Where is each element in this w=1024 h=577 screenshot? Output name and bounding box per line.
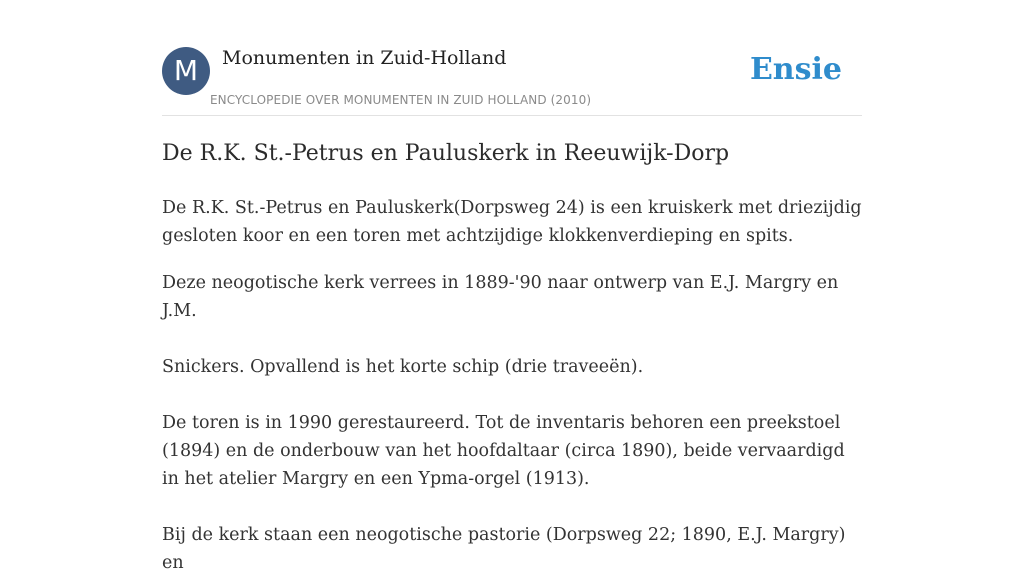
article-line: Bij de kerk staan een neogotische pastorie (Dorpsweg 22; 1890, E.J. Margry) en <box>162 525 846 573</box>
article <box>162 138 862 577</box>
article-title: De R.K. St.-Petrus en Pauluskerk in Reeuwijk-Dorp <box>162 141 730 166</box>
site-title-link[interactable]: Monumenten in Zuid-Holland <box>222 47 507 69</box>
site-header <box>162 46 862 116</box>
article-line: Deze neogotische kerk verrees in 1889-'90 naar ontwerp van E.J. Margry en J.M. <box>162 273 839 321</box>
article-intro: De R.K. St.-Petrus en Pauluskerk(Dorpsweg 24) is een kruiskerk met driezijdig gesloten koor en een toren met achtzijdige klokkenverdieping en spits. <box>162 198 862 246</box>
site-subtitle: ENCYCLOPEDIE OVER MONUMENTEN IN ZUID HOLLAND (2010) <box>210 93 592 107</box>
site-avatar[interactable]: M <box>162 47 210 95</box>
article-line: Snickers. Opvallend is het korte schip (drie traveeën). <box>162 357 644 377</box>
line-gap <box>162 325 862 353</box>
line-gap <box>162 493 862 521</box>
article-body <box>162 269 862 577</box>
ensie-logo-link[interactable]: Ensie <box>749 52 842 87</box>
line-gap <box>162 381 862 409</box>
article-line: De toren is in 1990 gerestaureerd. Tot de inventaris behoren een preekstoel (1894) en de onderbouw van het hoofdaltaar (circa 1890), beide vervaardigd in het atelier Margry en een Ypma-orgel (1913). <box>162 413 845 489</box>
